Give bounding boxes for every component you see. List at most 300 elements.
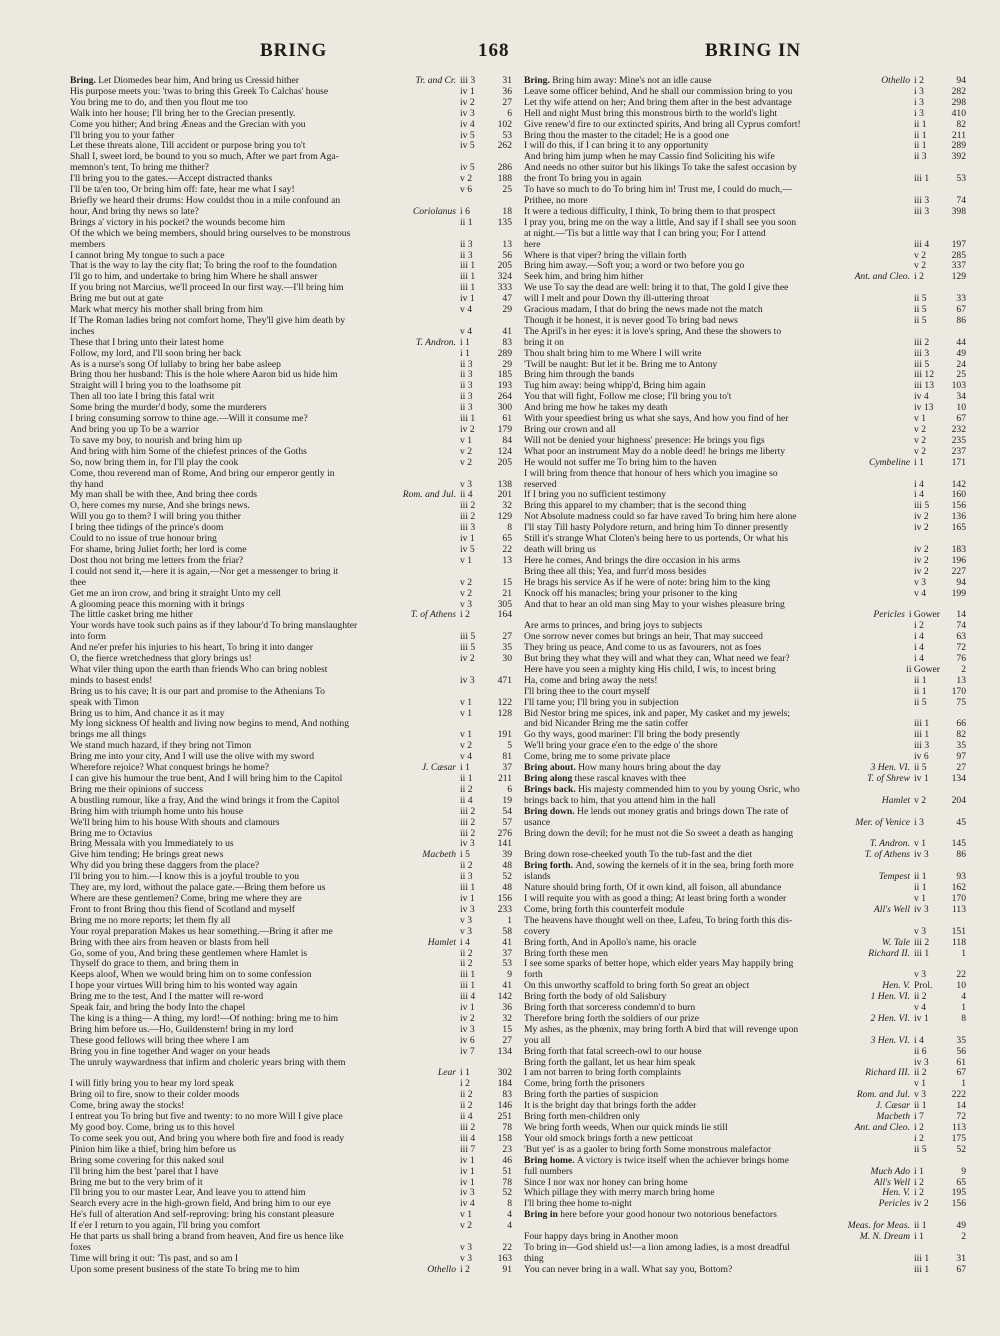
concordance-entry: [524, 1123, 966, 1134]
entry-text: [524, 87, 910, 98]
line-number: 44: [956, 336, 966, 348]
play-abbrev: 2 Hen. VI.: [870, 1012, 910, 1024]
line-number: 471: [497, 674, 512, 686]
quotation: We'll bring him to his house With shouts and clamours: [70, 817, 280, 828]
quotation: It were a tedious difficulty, I think, To bring them to that prospect: [524, 206, 776, 217]
line-number: 35: [502, 642, 512, 654]
concordance-entry: [70, 643, 512, 654]
line-number: 53: [956, 173, 966, 185]
act-scene: ii 5: [914, 304, 927, 316]
concordance-entry: [70, 360, 512, 371]
entry-text: [524, 120, 910, 131]
play-abbrev: Ant. and Cleo.: [854, 1122, 910, 1133]
act-scene: i 1: [460, 336, 470, 348]
act-scene: iv 13: [914, 402, 934, 414]
entry-text: [524, 567, 910, 578]
line-number: 1: [961, 1078, 966, 1090]
play-abbrev: Richard III.: [865, 1067, 910, 1079]
entry-text: [524, 676, 910, 687]
concordance-entry: [524, 545, 966, 556]
concordance-entry: [70, 1025, 512, 1036]
play-abbrev: Pericles: [873, 609, 905, 621]
quotation: And ne'er prefer his injuries to his heart, To bring it into danger: [70, 643, 314, 654]
right-column: [524, 76, 966, 1316]
concordance-entry: [70, 283, 512, 294]
play-abbrev: Othello: [881, 76, 910, 86]
line-number: 46: [502, 1154, 512, 1166]
play-abbrev: Macbeth: [876, 1111, 910, 1123]
quotation: If e'er I return to you again, I'll bring you comfort: [70, 1221, 261, 1232]
act-scene: i 2: [460, 1078, 470, 1090]
line-number: 170: [951, 685, 966, 697]
concordance-entry: [70, 981, 512, 992]
quotation: He that parts us shall bring a brand from heaven, And fire us hence like: [70, 1232, 344, 1243]
quotation: Bring forth the body of old Salisbury: [524, 992, 667, 1003]
quotation: Give him tending; He brings great news: [70, 850, 224, 861]
entry-text: [70, 447, 456, 458]
quotation: Briefly we heard their drums: How couldst thou in a mile confound an: [70, 195, 341, 206]
entry-text: [70, 360, 456, 371]
line-number: 32: [502, 500, 512, 512]
quotation: Come, thou reverend man of Rome, And bring our emperor gently in: [70, 468, 335, 479]
concordance-entry: [524, 949, 966, 960]
entry-text: [524, 414, 910, 425]
entry-text: [70, 131, 456, 142]
act-scene: iv 1: [914, 1012, 929, 1024]
act-scene: iii 1: [460, 413, 476, 425]
line-number: 81: [502, 751, 512, 763]
headword: Bring forth.: [524, 861, 576, 872]
act-scene: i 2: [914, 1176, 924, 1188]
entry-text: [70, 185, 456, 196]
entry-text: [524, 1123, 852, 1134]
line-number: 4: [961, 991, 966, 1003]
act-scene: ii 1: [914, 674, 927, 686]
quotation: My long sickness Of health and living now begins to mend, And nothing: [70, 719, 349, 730]
entry-text: [524, 589, 910, 600]
entry-text: [524, 959, 966, 970]
entry-text: [524, 850, 862, 861]
act-scene: i 6: [460, 205, 470, 217]
act-scene: iii 12: [914, 369, 934, 381]
act-scene: iv 2: [460, 1012, 475, 1024]
concordance-entry: [70, 1079, 512, 1090]
act-scene: iv 5: [460, 162, 475, 174]
act-scene: iv 1: [460, 1176, 475, 1188]
act-scene: v 3: [460, 1252, 472, 1264]
entry-text: [524, 796, 879, 807]
entry-text: [70, 818, 456, 829]
act-scene: i 2: [914, 1187, 924, 1199]
concordance-entry: [524, 818, 966, 829]
line-number: 324: [497, 271, 512, 283]
quotation: O, here comes my nurse, And she brings news.: [70, 501, 250, 512]
play-abbrev: 1 Hen. VI.: [870, 991, 910, 1003]
concordance-entry: [524, 272, 966, 283]
entry-text: [524, 927, 910, 938]
entry-text: [70, 1003, 456, 1014]
play-abbrev: M. N. Dream: [859, 1231, 910, 1243]
act-scene: i 2: [914, 271, 924, 283]
quotation: I'll bring him the best 'parel that I have: [70, 1166, 219, 1177]
line-number: 211: [497, 773, 512, 784]
act-scene: v 2: [460, 1220, 472, 1232]
quotation: I pray you, bring me on the way a little, And say if I shall see you soon: [524, 217, 797, 228]
act-scene: iv 1: [914, 773, 929, 784]
quotation: And bring you up To be a warrior: [70, 425, 199, 435]
concordance-entry: [524, 196, 966, 207]
quotation: For shame, bring Juliet forth; her lord is come: [70, 544, 247, 555]
quotation: Search every acre in the high-grown field, And bring him to our eye: [70, 1199, 331, 1210]
entry-text: [524, 469, 966, 480]
act-scene: iii 1: [914, 1263, 930, 1275]
concordance-entry: [70, 774, 512, 785]
quotation: Therefore bring forth the soldiers of our prize: [524, 1013, 700, 1024]
play-abbrev: Hamlet: [427, 936, 456, 948]
act-scene: iv 2: [914, 511, 929, 523]
act-scene: ii 4: [460, 1111, 473, 1123]
entry-text: [70, 370, 456, 381]
entry-text: [70, 305, 456, 316]
concordance-entry: [524, 490, 966, 501]
act-scene: v 4: [460, 325, 472, 337]
entry-text: [70, 665, 512, 676]
quotation: To bring in—God shield us!—a lion among ladies, is a most dreadful: [524, 1242, 790, 1253]
line-number: 156: [951, 1198, 966, 1210]
concordance-entry: [70, 938, 512, 949]
act-scene: v 2: [914, 249, 926, 261]
concordance-entry: [70, 305, 512, 316]
entry-text: [524, 1079, 910, 1090]
entry-text: [524, 981, 879, 992]
quotation: the front To bring you in again: [524, 174, 642, 185]
headword: Bring.: [70, 76, 99, 86]
entry-text: [524, 251, 910, 262]
quotation: Then all too late I bring this fatal writ: [70, 392, 215, 403]
quotation: Bring me to the test, And I the matter will re-word: [70, 992, 264, 1003]
line-number: 1: [961, 947, 966, 959]
entry-text: [70, 523, 456, 534]
line-number: 262: [497, 140, 512, 152]
line-number: 36: [502, 1002, 512, 1014]
quotation: hour, And bring thy news so late?: [70, 206, 199, 217]
concordance-entry: [524, 796, 966, 807]
entry-text: [70, 1188, 456, 1199]
quotation: Bring me into your city, And I will use the olive with my sword: [70, 752, 314, 763]
entry-text: [70, 741, 456, 752]
act-scene: i 4: [914, 631, 924, 643]
quotation: Why did you bring these daggers from the place?: [70, 861, 260, 872]
act-scene: iii 5: [914, 358, 930, 370]
line-number: 25: [956, 369, 966, 381]
quotation: Prithee, no more: [524, 195, 588, 206]
line-number: 2: [961, 1231, 966, 1243]
act-scene: v 3: [914, 925, 926, 937]
line-number: 165: [951, 522, 966, 534]
quotation: My ashes, as the phœnix, may bring forth A bird that will revenge upon: [524, 1024, 799, 1035]
line-number: 35: [956, 740, 966, 752]
quotation: you all: [524, 1035, 551, 1046]
line-number: 183: [951, 543, 966, 555]
quotation: I'll tame you; I'll bring you in subjection: [524, 697, 679, 708]
act-scene: ii 1: [914, 140, 927, 152]
quotation: Bring Messala with you Immediately to us: [70, 839, 234, 850]
concordance-entry: [70, 545, 512, 556]
line-number: 56: [956, 1045, 966, 1057]
quotation: Bring us to him, And chance it as it may: [70, 708, 225, 719]
line-number: 37: [502, 947, 512, 959]
entry-text: [524, 272, 852, 283]
line-number: 113: [951, 903, 966, 915]
quotation: That is the way to lay the city flat; To bring the roof to the foundation: [70, 261, 337, 272]
line-number: 9: [961, 1165, 966, 1177]
quotation: Go thy ways, good mariner: I'll bring the body presently: [524, 730, 740, 741]
concordance-entry: [70, 883, 512, 894]
act-scene: iv 1: [460, 85, 475, 97]
entry-text: [524, 1232, 857, 1243]
quotation: Bring me but out at gate: [70, 294, 163, 305]
concordance-entry: [524, 327, 966, 338]
entry-text: [70, 425, 456, 436]
entry-text: [70, 567, 512, 578]
line-number: 53: [502, 958, 512, 970]
concordance-entry: [70, 229, 512, 240]
quotation: I'll bring you to him.—I know this is a joyful trouble to you: [70, 872, 300, 883]
quotation: I'll bring you to your father: [70, 130, 175, 141]
act-scene: iv 2: [914, 554, 929, 566]
line-number: 27: [502, 1034, 512, 1046]
act-scene: ii 3: [460, 358, 473, 370]
concordance-entry: [70, 719, 512, 730]
quotation: Could to no issue of true honour bring: [70, 534, 217, 545]
act-scene: iv 3: [914, 1056, 929, 1068]
line-number: 35: [956, 1034, 966, 1046]
concordance-entry: [70, 1003, 512, 1014]
concordance-entry: [70, 1265, 512, 1276]
entry-text: [70, 163, 456, 174]
line-number: 65: [956, 1176, 966, 1188]
entry-text: [524, 1156, 966, 1167]
act-scene: iv 1: [460, 1002, 475, 1014]
line-number: 222: [951, 1089, 966, 1101]
entry-text: [70, 1232, 512, 1243]
quotation: Straight will I bring you to the loathsome pit: [70, 381, 242, 392]
line-number: 333: [497, 282, 512, 294]
act-scene: iii 1: [914, 947, 930, 959]
quotation: Bring me but to the very brim of it: [70, 1177, 203, 1188]
line-number: 19: [502, 794, 512, 806]
line-number: 75: [956, 696, 966, 708]
line-number: 134: [497, 1045, 512, 1057]
act-scene: ii 2: [460, 1100, 473, 1112]
line-number: 10: [956, 402, 966, 414]
concordance-entry: [524, 425, 966, 436]
entry-text: [524, 436, 910, 447]
entry-text: [70, 1123, 456, 1134]
act-scene: iv 5: [460, 129, 475, 141]
quotation: Let thy wife attend on her; And bring them after in the best advantage: [524, 97, 792, 108]
line-number: 160: [951, 489, 966, 501]
act-scene: v 1: [914, 1078, 926, 1090]
act-scene: iv 5: [460, 140, 475, 152]
concordance-entry: [524, 1199, 966, 1210]
entry-text: [70, 1090, 456, 1101]
line-number: 58: [502, 925, 512, 937]
quotation: We use To say the dead are well: bring it to that, The gold I give thee: [524, 283, 789, 294]
quotation: Of the which we being members, should bring ourselves to be monstrous: [70, 228, 351, 239]
act-scene: iv 4: [460, 118, 475, 130]
line-number: 93: [956, 871, 966, 883]
line-number: 188: [497, 173, 512, 185]
concordance-entry: [70, 709, 512, 720]
act-scene: ii 3: [460, 871, 473, 883]
quotation: Mark what mercy his mother shall bring from him: [70, 305, 263, 316]
quotation: I'll bring thee to the court myself: [524, 686, 650, 697]
entry-text: [524, 240, 910, 251]
quotation: Bring oil to fire, snow to their colder moods: [70, 1090, 240, 1101]
entry-text: [70, 949, 456, 960]
concordance-entry: [70, 654, 512, 665]
concordance-entry: [524, 698, 966, 709]
quotation: Speak fair, and bring the body Into the chapel: [70, 1003, 246, 1014]
concordance-entry: [524, 665, 966, 676]
quotation: I will do this, if I can bring it to any opportunity: [524, 141, 709, 152]
quotation: The April's in her eyes: it is love's spring, And these the showers to: [524, 326, 782, 337]
entry-text: [524, 1058, 910, 1069]
quotation: What viler thing upon the earth than friends Who can bring noblest: [70, 664, 328, 675]
act-scene: iv 3: [460, 674, 475, 686]
entry-text: [70, 98, 456, 109]
entry-text: [70, 654, 456, 665]
quotation: The unruly waywardness that infirm and choleric years bring with them: [70, 1057, 346, 1068]
act-scene: i 3: [914, 816, 924, 828]
quotation: The little casket bring me hither: [70, 610, 193, 621]
quotation: I entreat you To bring but five and twenty: to no more Will I give place: [70, 1112, 343, 1123]
entry-text: [524, 196, 910, 207]
quotation: The heavens have thought well on thee, Lafeu, To bring forth this dis-: [524, 915, 793, 926]
act-scene: v 6: [460, 184, 472, 196]
line-number: 227: [951, 565, 966, 577]
entry-text: [70, 916, 456, 927]
line-number: 8: [507, 522, 512, 534]
play-abbrev: Pericles: [878, 1198, 910, 1210]
quotation: Bring down the devil; for he must not die So sweet a death as hanging: [524, 828, 794, 839]
act-scene: i 4: [914, 653, 924, 665]
quotation: Are arms to princes, and bring joys to subjects: [524, 621, 703, 632]
concordance-entry: [524, 741, 966, 752]
act-scene: ii 1: [460, 773, 473, 784]
play-abbrev: Macbeth: [422, 849, 456, 861]
line-number: 22: [502, 1241, 512, 1253]
line-number: 156: [951, 500, 966, 512]
quotation: Come you hither; And bring Æneas and the Grecian with you: [70, 119, 306, 130]
play-abbrev: Hen. V.: [882, 1187, 910, 1199]
line-number: 129: [951, 271, 966, 283]
quotation: at night.—'Tis but a little way that I can bring you; For I attend: [524, 228, 766, 239]
quotation: He's full of alteration And self-reproving: bring his constant pleasure: [70, 1210, 335, 1221]
quotation: Bring forth, And in Apollo's name, his oracle: [524, 937, 697, 948]
concordance-entry: [70, 523, 512, 534]
quotation: Front to front Bring thou this fiend of Scotland and myself: [70, 904, 295, 915]
concordance-entry: [70, 1123, 512, 1134]
act-scene: iii 3: [914, 740, 930, 752]
concordance-entry: [524, 589, 966, 600]
line-number: 61: [502, 413, 512, 425]
entry-text: [524, 763, 868, 774]
line-number: 25: [502, 184, 512, 196]
act-scene: ii 3: [460, 380, 473, 392]
line-number: 233: [497, 903, 512, 915]
entry-text: [70, 894, 456, 905]
line-number: 18: [502, 205, 512, 217]
quotation: Bring some covering for this naked soul: [70, 1155, 225, 1166]
quotation: will I melt and pour Down thy ill-uttering throat: [524, 294, 709, 305]
act-scene: i 2: [460, 609, 470, 621]
act-scene: i 2: [914, 1132, 924, 1144]
concordance-entry: [70, 578, 512, 589]
act-scene: iii 2: [460, 805, 476, 817]
line-number: 191: [497, 729, 512, 741]
act-scene: v 2: [460, 587, 472, 599]
line-number: 146: [497, 1100, 512, 1112]
quotation: I will fitly bring you to hear my lord speak: [70, 1079, 234, 1090]
entry-text: [70, 676, 456, 687]
quotation: Bring down rose-cheeked youth To the tub-fast and the diet: [524, 850, 753, 861]
act-scene: v 3: [460, 914, 472, 926]
act-scene: ii 1: [914, 129, 927, 141]
act-scene: v 2: [914, 260, 926, 272]
play-abbrev: T. Andron.: [869, 838, 910, 850]
entry-text: [524, 621, 910, 632]
act-scene: iv 1: [460, 1165, 475, 1177]
line-number: 34: [956, 391, 966, 403]
entry-text: [70, 883, 456, 894]
concordance-entry: [524, 392, 966, 403]
quotation: I'll stay Till hasty Polydore return, and bring him To dinner presently: [524, 523, 789, 534]
act-scene: iv 6: [914, 751, 929, 763]
play-abbrev: W. Tale: [881, 936, 910, 948]
entry-text: [70, 251, 456, 262]
entry-text: [70, 512, 456, 523]
entry-text: [524, 665, 902, 676]
concordance-entry: [524, 567, 966, 578]
act-scene: v 2: [914, 794, 926, 806]
act-scene: iv 3: [460, 1187, 475, 1199]
act-scene: ii 1: [914, 1220, 927, 1232]
concordance-entry: [524, 163, 966, 174]
quotation: To have so much to do To bring him in! Trust me, I could do much,—: [524, 185, 792, 196]
entry-text: [524, 174, 910, 185]
entry-text: [524, 970, 910, 981]
quotation: On this unworthy scaffold to bring forth So great an object: [524, 981, 750, 992]
line-number: 49: [956, 347, 966, 359]
concordance-entry: [524, 719, 966, 730]
concordance-entry: [70, 207, 512, 218]
concordance-entry: [70, 425, 512, 436]
line-number: 31: [502, 76, 512, 86]
concordance-entry: [524, 1068, 966, 1079]
line-number: 171: [951, 456, 966, 468]
concordance-entry: [70, 131, 512, 142]
concordance-entry: [70, 927, 512, 938]
concordance-entry: [70, 120, 512, 131]
quotation: thee: [70, 577, 86, 588]
line-number: 237: [951, 445, 966, 457]
concordance-entry: [70, 829, 512, 840]
play-abbrev: Much Ado: [870, 1165, 910, 1177]
entry-text: [524, 578, 910, 589]
entry-text: [70, 1145, 456, 1156]
